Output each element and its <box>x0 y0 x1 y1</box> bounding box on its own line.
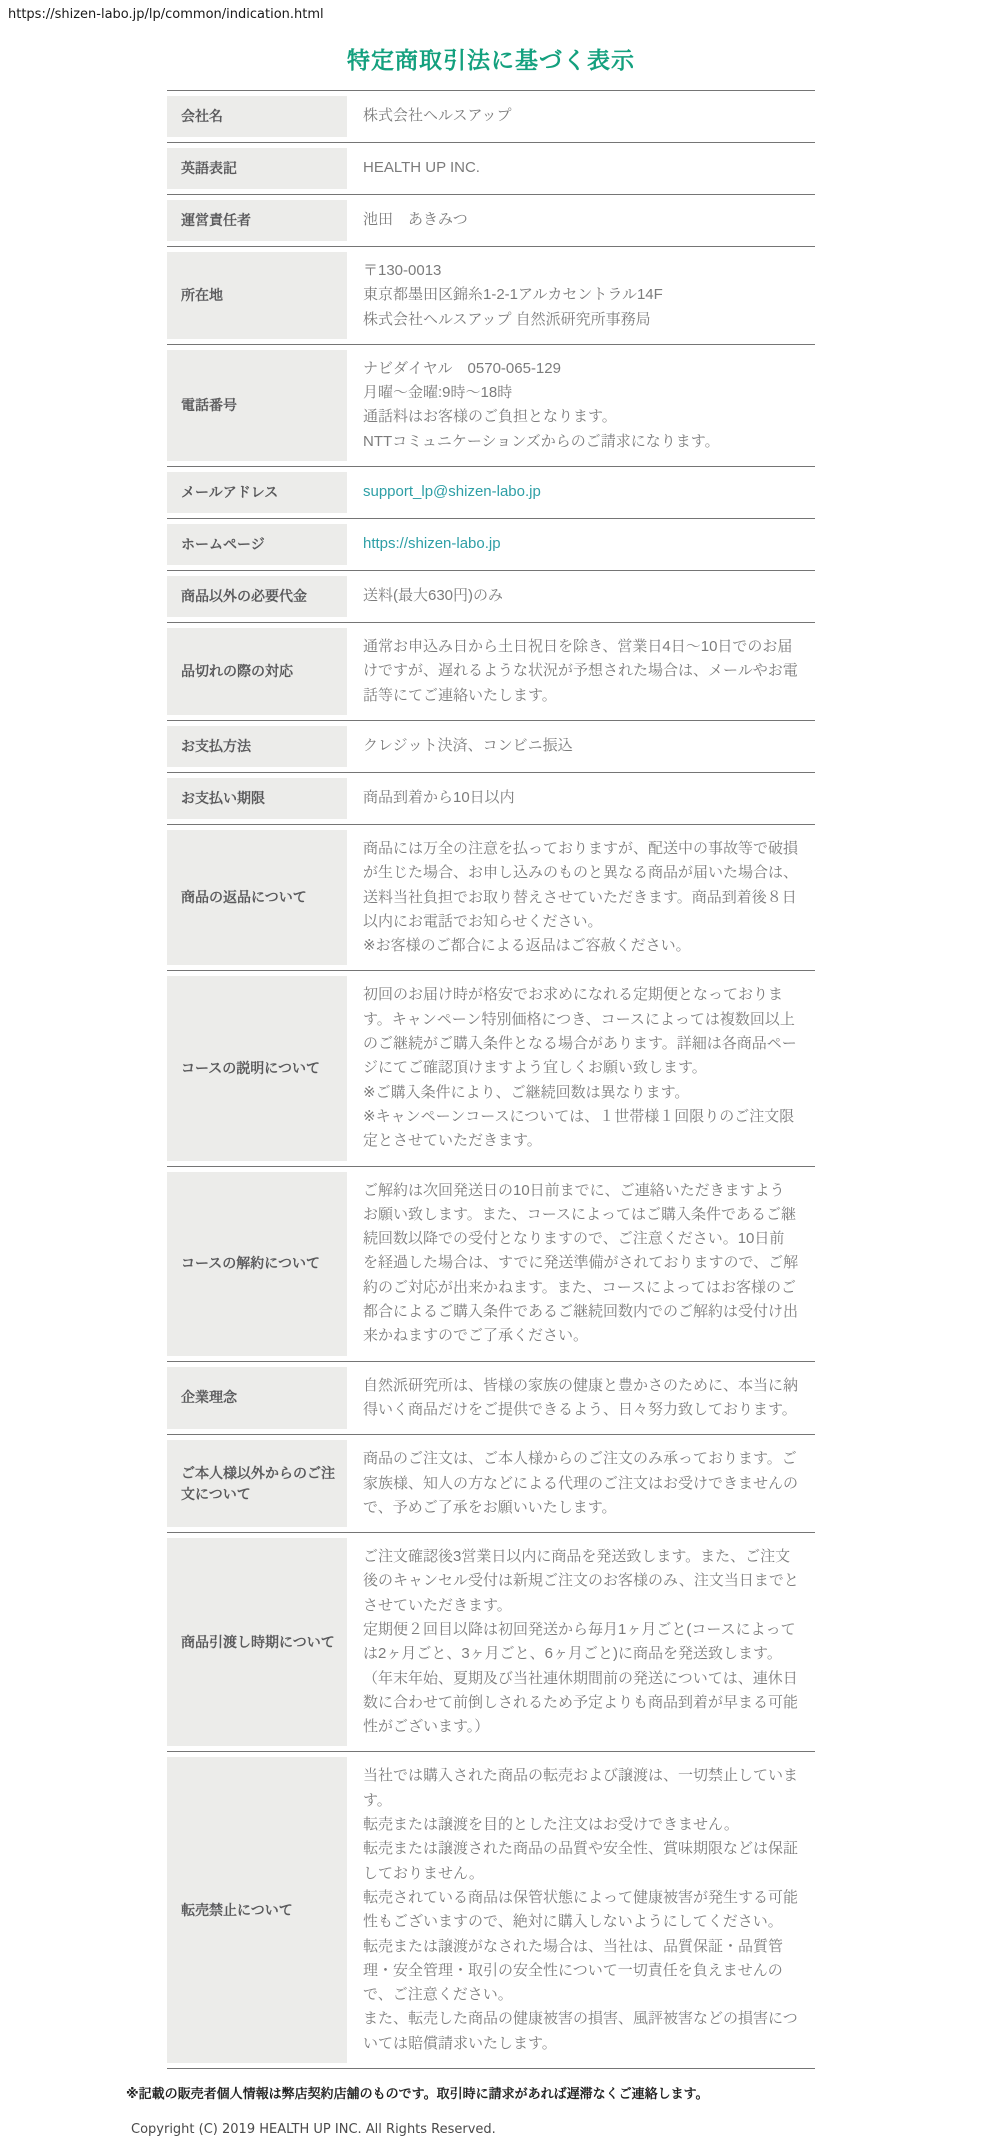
row-value <box>347 1533 799 1751</box>
row-value <box>347 195 799 246</box>
row-value-line: 転売または譲渡された商品の品質や安全性、賞味期限などは保証しておりません。 <box>363 1840 799 1882</box>
row-value-line: クレジット決済、コンビニ振込 <box>363 737 573 755</box>
row-value-line: NTTコミュニケーションズからのご請求になります。 <box>363 432 720 450</box>
table-row <box>167 90 815 142</box>
row-value <box>347 721 799 772</box>
row-value-line: 転売または譲渡がなされた場合は、当社は、品質保証・品質管理・安全管理・取引の安全性について一切責任を負えませんので、ご注意ください。 <box>363 1937 784 2004</box>
table-row <box>167 1361 815 1435</box>
table-row <box>167 1166 815 1361</box>
row-value-line: ※お客様のご都合による返品はご容赦ください。 <box>363 937 691 955</box>
row-value-line: 株式会社ヘルスアップ <box>363 107 512 125</box>
row-value <box>347 519 799 570</box>
row-label: 転売禁止について <box>167 1757 347 2063</box>
row-value-line: 商品には万全の注意を払っておりますが、配送中の事故等で破損が生じた場合、お申し込みのものと異なる商品が届いた場合は、送料当社負担でお取り替えさせていただきます。商品到着後８日以内にお電話でお知らせください。 <box>363 839 799 930</box>
row-value-line: 通話料はお客様のご負担となります。 <box>363 408 617 426</box>
row-value-line: 月曜～金曜:9時～18時 <box>363 384 513 402</box>
row-value-line: ナビダイヤル 0570-065-129 <box>363 359 561 377</box>
table-row <box>167 970 815 1165</box>
row-label: 所在地 <box>167 252 347 339</box>
row-label: 企業理念 <box>167 1367 347 1430</box>
row-value <box>347 1435 799 1532</box>
row-value <box>347 825 799 970</box>
row-value-line: 商品のご注文は、ご本人様からのご注文のみ承っております。ご家族様、知人の方などによる代理のご注文はお受けできませんので、予めご了承をお願いいたします。 <box>363 1450 799 1516</box>
row-label: 品切れの際の対応 <box>167 628 347 715</box>
row-value <box>347 623 799 720</box>
page-title: 特定商取引法に基づく表示 <box>347 47 635 73</box>
row-value <box>347 345 799 466</box>
table-row <box>167 194 815 246</box>
table-row <box>167 142 815 194</box>
row-value <box>347 1752 799 2068</box>
row-value-line: 定期便２回目以降は初回発送から毎月1ヶ月ごと(コースによっては2ヶ月ごと、3ヶ月ごと、6ヶ月ごと)に商品を発送致します。 <box>363 1620 796 1663</box>
row-value <box>347 467 799 518</box>
row-value-line: 自然派研究所は、皆様の家族の健康と豊かさのために、本当に納得いく商品だけをご提供できるよう、日々努力致しております。 <box>363 1376 799 1418</box>
row-value-line: HEALTH UP INC. <box>363 159 480 177</box>
row-label: ご本人様以外からのご注文について <box>167 1440 347 1527</box>
row-label: 商品以外の必要代金 <box>167 576 347 617</box>
row-value-line: 〒130-0013 <box>363 262 442 279</box>
row-value-line: ※ご購入条件により、ご継続回数は異なります。 <box>363 1083 690 1101</box>
row-label: 電話番号 <box>167 350 347 461</box>
table-row <box>167 720 815 772</box>
row-value-line: （年末年始、夏期及び当社連休期間前の発送については、連休日数に合わせて前倒しされるため予定よりも商品到着が早まる可能性がございます。） <box>363 1669 799 1736</box>
table-row <box>167 1532 815 1751</box>
row-value-line: また、転売した商品の健康被害の損害、風評被害などの損害については賠償請求いたします。 <box>363 2010 798 2052</box>
row-value <box>347 971 799 1165</box>
row-value <box>347 1362 799 1435</box>
table-row <box>167 1434 815 1532</box>
row-value-line: 初回のお届け時が格安でお求めになれる定期便となっております。キャンペーン特別価格につき、コースによっては複数回以上のご継続がご購入条件となる場合があります。詳細は各商品ページにてご確認頂けますよう宜しくお願い致します。 <box>363 986 797 1077</box>
row-label: コースの説明について <box>167 976 347 1160</box>
row-value-line: 株式会社ヘルスアップ 自然派研究所事務局 <box>363 310 651 328</box>
row-value <box>347 247 799 344</box>
row-label: 運営責任者 <box>167 200 347 241</box>
table-row <box>167 466 815 518</box>
email-link[interactable]: support_lp@shizen-labo.jp <box>363 483 541 501</box>
homepage-link[interactable]: https://shizen-labo.jp <box>363 535 501 553</box>
row-value-line: 商品到着から10日以内 <box>363 789 515 807</box>
row-label: 商品引渡し時期について <box>167 1538 347 1746</box>
table-row <box>167 772 815 824</box>
row-value-line: 転売されている商品は保管状態によって健康被害が発生する可能性もございますので、絶対に購入しないようにしてください。 <box>363 1888 799 1931</box>
table-row <box>167 246 815 344</box>
row-value <box>347 1167 799 1361</box>
table-row <box>167 570 815 622</box>
row-label: コースの解約について <box>167 1172 347 1356</box>
row-label: 英語表記 <box>167 148 347 189</box>
copyright-text: Copyright (C) 2019 HEALTH UP INC. All Rights Reserved. <box>131 2122 496 2137</box>
footer-note: ※記載の販売者個人情報は弊店契約店舗のものです。取引時に請求があれば遅滞なくご連絡します。 <box>126 2086 709 2102</box>
row-value-line: 送料(最大630円)のみ <box>363 587 504 605</box>
row-value <box>347 773 799 824</box>
table-row <box>167 824 815 970</box>
row-value-line: ※キャンペーンコースについては、１世帯様１回限りのご注文限定とさせていただきます。 <box>363 1107 795 1150</box>
row-value <box>347 91 799 142</box>
row-value-line: 池田 あきみつ <box>363 211 468 229</box>
row-label: メールアドレス <box>167 472 347 513</box>
row-label: 会社名 <box>167 96 347 137</box>
table-row <box>167 344 815 466</box>
row-value-line: 当社では購入された商品の転売および譲渡は、一切禁止しています。 <box>363 1767 799 1809</box>
row-value-line: 通常お申込み日から土日祝日を除き、営業日4日～10日でのお届けですが、遅れるような状況が予想された場合は、メールやお電話等にてご連絡いたします。 <box>363 638 798 704</box>
row-label: お支払方法 <box>167 726 347 767</box>
row-value <box>347 143 799 194</box>
row-label: お支払い期限 <box>167 778 347 819</box>
row-value-line: ご注文確認後3営業日以内に商品を発送致します。また、ご注文後のキャンセル受付は新規ご注文のお客様のみ、注文当日までとさせていただきます。 <box>363 1548 799 1614</box>
indication-table <box>167 90 815 2069</box>
row-label: ホームページ <box>167 524 347 565</box>
table-row <box>167 518 815 570</box>
table-row <box>167 622 815 720</box>
row-label: 商品の返品について <box>167 830 347 965</box>
row-value <box>347 571 799 622</box>
row-value-line: 転売または譲渡を目的とした注文はお受けできません。 <box>363 1816 739 1834</box>
row-value-line: 東京都墨田区錦糸1-2-1アルカセントラル14F <box>363 286 663 304</box>
table-row <box>167 1751 815 2068</box>
page-url-text: https://shizen-labo.jp/lp/common/indication.html <box>8 7 324 22</box>
row-value-line: ご解約は次回発送日の10日前までに、ご連絡いただきますようお願い致します。また、コースによってはご購入条件であるご継続回数以降での受付となりますので、ご注意ください。10日前を経過した場合は、すでに発送準備がされておりますので、ご解約のご対応が出来かねます。また、コースによってはお客様のご都合によるご購入条件であるご継続回数内でのご解約は受付け出来かねますのでご了承ください。 <box>363 1181 799 1345</box>
